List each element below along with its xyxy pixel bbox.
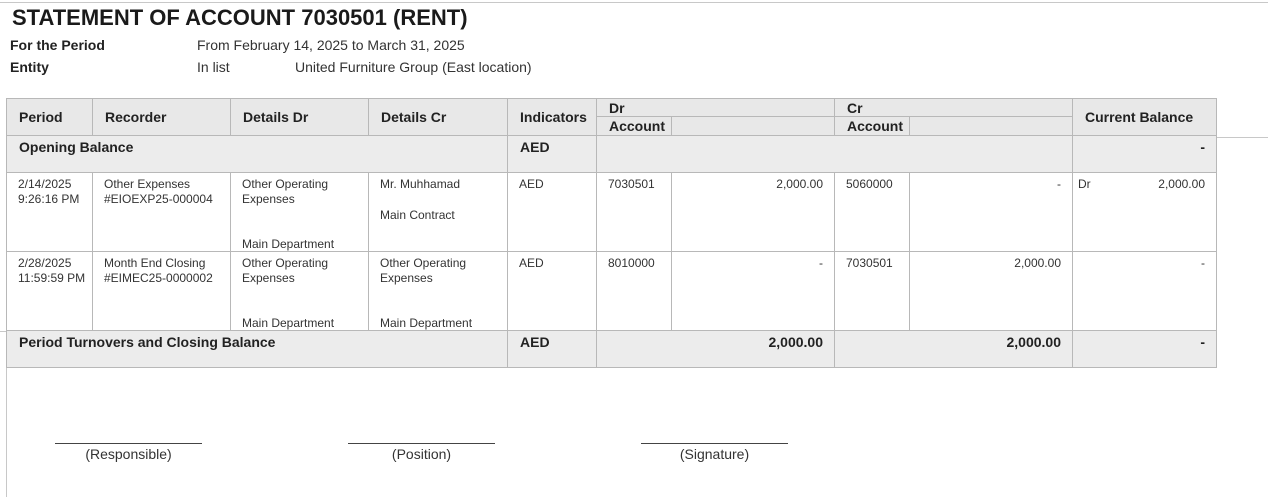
opening-balance-label: Opening Balance <box>19 139 134 155</box>
signature-line <box>641 443 788 444</box>
cr-amount: - <box>1057 177 1061 191</box>
recorder-type: Month End Closing <box>104 256 206 270</box>
col-cr: Cr <box>835 99 1073 117</box>
row-indicator: AED <box>519 177 544 191</box>
statement-table <box>6 98 1217 368</box>
entity-label: Entity <box>10 59 49 75</box>
closing-indicator: AED <box>520 334 550 350</box>
balance-amount: 2,000.00 <box>1158 177 1205 191</box>
row-indicator: AED <box>519 256 544 270</box>
dr-amount: 2,000.00 <box>776 177 823 191</box>
row-date: 2/28/2025 <box>18 256 72 270</box>
col-current-balance: Current Balance <box>1073 99 1217 136</box>
row-time: 9:26:16 PM <box>18 192 80 206</box>
balance-amount: - <box>1201 256 1205 270</box>
opening-balance-row <box>7 136 1217 173</box>
position-signature-line <box>348 443 495 444</box>
col-period: Period <box>7 99 93 136</box>
details-cr-line: Main Contract <box>380 208 455 222</box>
cr-account: 7030501 <box>846 256 893 270</box>
closing-cr-total: 2,000.00 <box>1006 334 1061 350</box>
dr-amount: - <box>819 256 823 270</box>
opening-balance-value: - <box>1200 139 1205 155</box>
details-cr-line: Mr. Muhhamad <box>380 177 461 191</box>
opening-indicator: AED <box>520 139 550 155</box>
col-details-cr: Details Cr <box>369 99 508 136</box>
balance-side: Dr <box>1078 177 1091 191</box>
report-title: STATEMENT OF ACCOUNT 7030501 (RENT) <box>12 5 468 30</box>
entity-mode: In list <box>197 59 230 75</box>
details-cr-department: Main Department <box>380 316 473 330</box>
col-dr: Dr <box>597 99 835 117</box>
closing-dr-total: 2,000.00 <box>768 334 823 350</box>
col-dr-amount <box>672 117 835 136</box>
details-cr-line: Other Operating <box>380 256 467 270</box>
col-cr-account: Account <box>835 117 910 136</box>
cr-account: 5060000 <box>846 177 893 191</box>
recorder-type: Other Expenses <box>104 177 191 191</box>
recorder-number[interactable]: #EIOEXP25-000004 <box>104 192 213 206</box>
col-cr-amount <box>910 117 1073 136</box>
closing-balance-value: - <box>1200 334 1205 350</box>
col-dr-account: Account <box>597 117 672 136</box>
details-dr-line: Expenses <box>242 271 295 285</box>
col-indicators: Indicators <box>508 99 597 136</box>
dr-account: 7030501 <box>608 177 655 191</box>
details-dr-line: Expenses <box>242 192 295 206</box>
closing-balance-label: Period Turnovers and Closing Balance <box>19 334 276 350</box>
position-caption: (Position) <box>391 446 452 462</box>
table-row <box>7 173 1217 252</box>
period-label: For the Period <box>10 37 105 53</box>
details-dr-department: Main Department <box>242 237 335 251</box>
signature-caption: (Signature) <box>679 446 750 462</box>
recorder-number[interactable]: #EIMEC25-0000002 <box>104 271 213 285</box>
cr-amount: 2,000.00 <box>1014 256 1061 270</box>
entity-value: United Furniture Group (East location) <box>295 59 532 75</box>
details-dr-line: Other Operating <box>242 256 329 270</box>
closing-balance-row <box>7 331 1217 368</box>
row-date: 2/14/2025 <box>18 177 72 191</box>
dr-account: 8010000 <box>608 256 655 270</box>
responsible-signature-line <box>55 443 202 444</box>
top-border <box>0 2 1268 3</box>
responsible-caption: (Responsible) <box>85 446 172 462</box>
details-dr-line: Other Operating <box>242 177 329 191</box>
row-time: 11:59:59 PM <box>18 271 86 285</box>
details-cr-line: Expenses <box>380 271 433 285</box>
table-row <box>7 252 1217 331</box>
period-value: From February 14, 2025 to March 31, 2025 <box>197 37 465 53</box>
details-dr-department: Main Department <box>242 316 335 330</box>
col-recorder: Recorder <box>93 99 231 136</box>
right-guide-line <box>1216 137 1268 138</box>
col-details-dr: Details Dr <box>231 99 369 136</box>
